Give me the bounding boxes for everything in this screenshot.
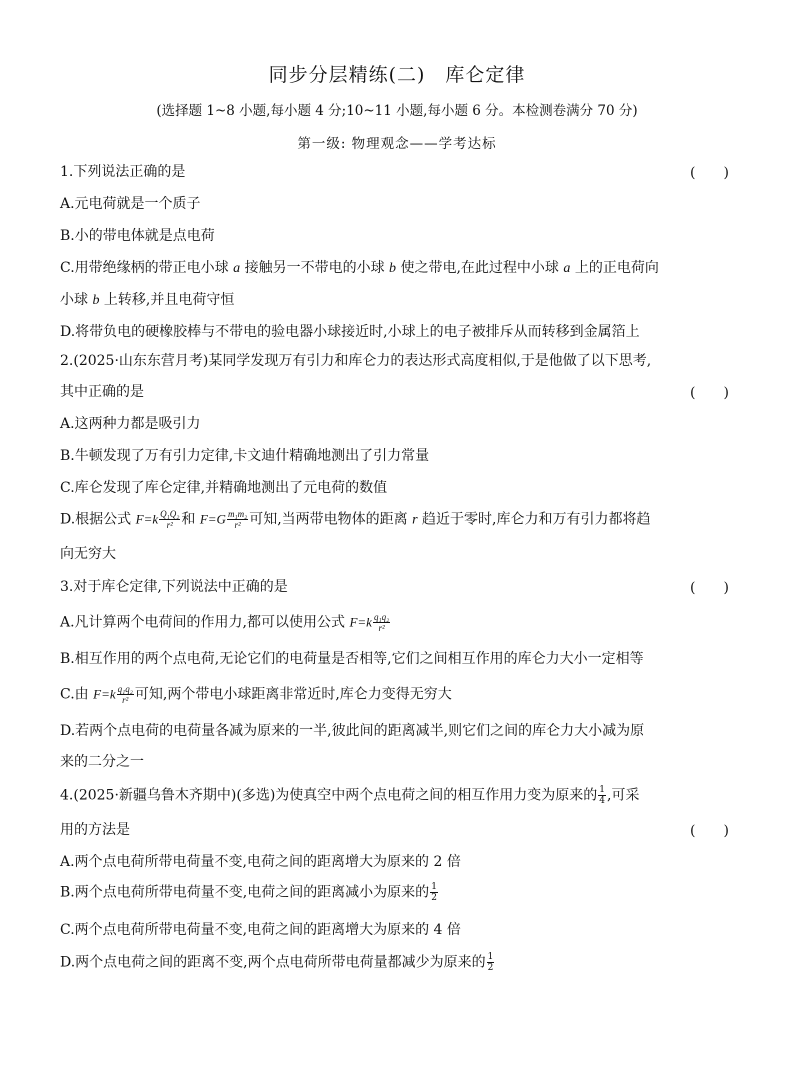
fraction-denominator: 2 [487, 963, 494, 973]
fraction-denominator: r² [234, 520, 241, 530]
coulomb-formula-lhs: F=k [135, 511, 159, 527]
fraction-denominator: r² [166, 520, 173, 530]
q1-stem: 1.下列说法正确的是 [60, 164, 186, 180]
q2-option-d-cont: 向无穷大 [60, 546, 116, 562]
gravity-fraction [227, 509, 248, 530]
q2-stem: 2.(2025·山东东营月考)某同学发现万有引力和库仑力的表达形式高度相似,于是他做了以下思考, [60, 353, 652, 369]
fraction-denominator: r² [122, 695, 129, 705]
q4-option-b-text: B.两个点电荷所带电荷量不变,电荷之间的距离减小为原来的 [60, 884, 430, 901]
q1-option-c-text: C.用带绝缘柄的带正电小球 [60, 260, 234, 276]
fraction-numerator: 1 [431, 882, 437, 892]
q3-answer-bracket: ( ) [690, 580, 729, 596]
q4-option-c: C.两个点电荷所带电荷量不变,电荷之间的距离增大为原来的 4 倍 [60, 922, 461, 938]
q3-option-b: B.相互作用的两个点电荷,无论它们的电荷量是否相等,它们之间相互作用的库仑力大小一定相等 [60, 651, 644, 667]
q4-stem-text: 4.(2025·新疆乌鲁木齐期中)(多选)为使真空中两个点电荷之间的相互作用力变为原来的 [60, 787, 598, 804]
score-note: (选择题 1~8 小题,每小题 4 分;10~11 小题,每小题 6 分。本检测卷满分 70 分) [156, 103, 638, 119]
q2-option-a: A.这两种力都是吸引力 [60, 416, 201, 432]
coulomb-fraction [117, 684, 134, 705]
q1-option-c [60, 258, 750, 279]
q1-option-c-text: 上转移,并且电荷守恒 [99, 292, 235, 308]
fraction-numerator: q₁q₂ [117, 684, 133, 694]
section-heading: 第一级: 物理观念——学考达标 [297, 136, 497, 152]
q3-option-a-text: A.凡计算两个电荷间的作用力,都可以使用公式 [60, 614, 350, 631]
q4-stem-text: ,可采 [607, 787, 640, 804]
ball-a-var: a [563, 261, 571, 276]
q1-option-c-cont [60, 290, 750, 311]
q4-option-d-text: D.两个点电荷之间的距离不变,两个点电荷所带电荷量都减少为原来的 [60, 954, 486, 971]
q3-option-c [60, 684, 750, 705]
q2-stem-cont: 其中正确的是 [60, 384, 144, 400]
q1-option-a: A.元电荷就是一个质子 [60, 196, 201, 212]
fraction-numerator: q₁q₂ [373, 612, 390, 622]
coulomb-fraction [373, 612, 390, 633]
q3-stem: 3.对于库仑定律,下列说法中正确的是 [60, 579, 288, 595]
q2-option-c: C.库仑发现了库仑定律,并精确地测出了元电荷的数值 [60, 480, 388, 496]
half-fraction [487, 952, 495, 973]
q4-answer-bracket: ( ) [690, 823, 729, 839]
q2-option-d [60, 509, 750, 531]
half-fraction [430, 882, 438, 903]
q2-option-d-text: D.根据公式 [60, 511, 136, 528]
q3-option-a [60, 612, 750, 633]
q2-option-d-text: 趋近于零时,库仑力和万有引力都将趋 [417, 511, 651, 528]
q1-option-d: D.将带负电的硬橡胶棒与不带电的验电器小球接近时,小球上的电子被排斥从而转移到金属箔上 [60, 324, 640, 340]
q1-option-b: B.小的带电体就是点电荷 [60, 228, 215, 244]
fraction-numerator: Q₁Q₂ [160, 509, 180, 519]
q4-stem-cont: 用的方法是 [60, 822, 130, 838]
coulomb-formula-lhs: F=k [349, 614, 372, 630]
q1-option-c-text: 使之带电,在此过程中小球 [396, 260, 564, 276]
fraction-denominator: 4 [599, 796, 606, 806]
q4-option-a: A.两个点电荷所带电荷量不变,电荷之间的距离增大为原来的 2 倍 [60, 854, 461, 870]
q2-option-d-text: 可知,当两带电物体的距离 [249, 511, 413, 528]
fraction-denominator: r² [378, 623, 385, 633]
q2-option-d-text: 和 [181, 511, 200, 528]
q3-option-d-cont: 来的二分之一 [60, 754, 144, 770]
ball-a-var: a [233, 261, 241, 276]
coulomb-formula-lhs: F=k [93, 686, 116, 702]
fraction-denominator: 2 [431, 893, 437, 903]
distance-var: r [412, 512, 418, 528]
q1-option-c-text: 上的正电荷向 [570, 260, 659, 276]
q3-option-c-text: C.由 [60, 686, 94, 703]
q3-option-d: D.若两个点电荷的电荷量各减为原来的一半,彼此间的距离减半,则它们之间的库仑力大小减为原 [60, 723, 645, 739]
coulomb-fraction [159, 509, 180, 530]
fraction-numerator: 1 [487, 952, 494, 962]
gravity-formula-lhs: F=G [199, 511, 226, 527]
q3-option-c-text: 可知,两个带电小球距离非常近时,库仑力变得无穷大 [134, 686, 452, 703]
ball-b-var: b [389, 261, 397, 276]
fraction-numerator: m₁m₂ [227, 509, 248, 519]
q4-option-d [60, 952, 750, 973]
quarter-fraction [598, 785, 606, 806]
q2-option-b: B.牛顿发现了万有引力定律,卡文迪什精确地测出了引力常量 [60, 448, 430, 464]
q1-option-c-text: 接触另一不带电的小球 [240, 260, 390, 276]
q1-option-c-text: 小球 [60, 292, 93, 308]
fraction-numerator: 1 [599, 785, 606, 795]
q2-answer-bracket: ( ) [690, 385, 729, 401]
q1-answer-bracket: ( ) [690, 165, 729, 181]
ball-b-var: b [92, 293, 100, 308]
page-title: 同步分层精练(二) 库仑定律 [268, 64, 526, 86]
q4-stem [60, 785, 750, 806]
q4-option-b [60, 882, 750, 903]
